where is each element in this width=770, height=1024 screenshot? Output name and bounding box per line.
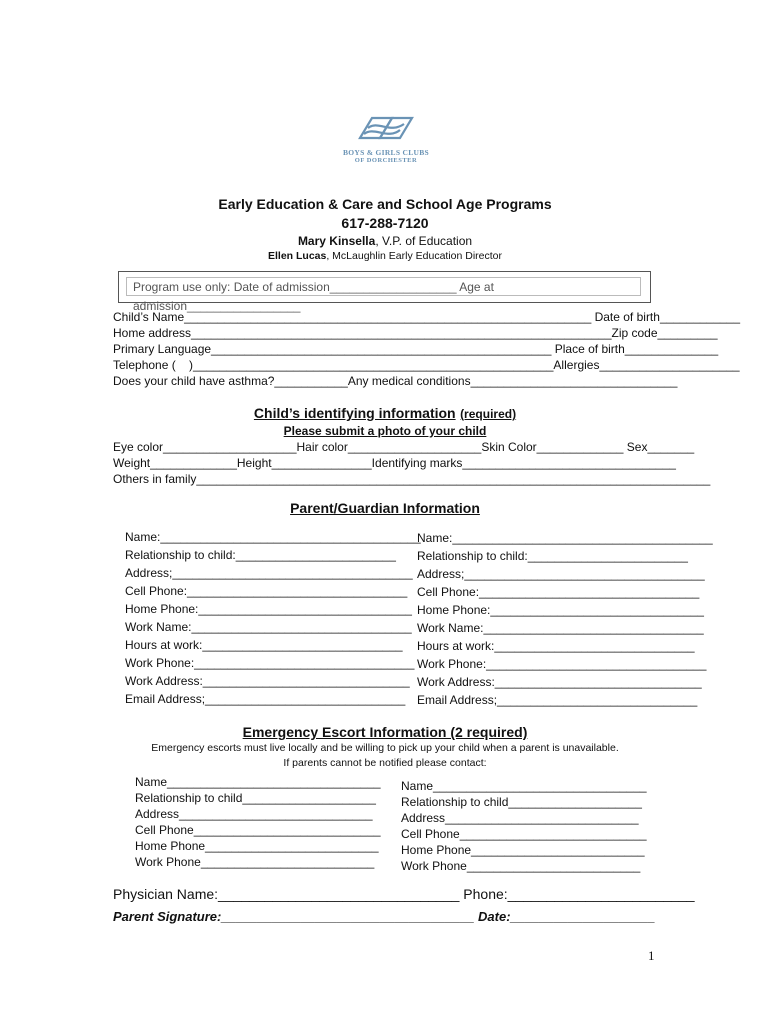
- weight-line[interactable]: Weight_____________Height_______________Identifying marks________________________________: [113, 456, 676, 470]
- parent2-work-name[interactable]: Work Name:_________________________________: [417, 621, 704, 635]
- parent2-work-phone[interactable]: Work Phone:_________________________________: [417, 657, 707, 671]
- telephone-line[interactable]: Telephone ( )______________________________________________________Allergies_____________________: [113, 358, 740, 372]
- contact-1-role: , V.P. of Education: [375, 234, 473, 248]
- contact-line-2: [0, 250, 770, 262]
- parent2-address[interactable]: Address;____________________________________: [417, 567, 705, 581]
- page-number: 1: [648, 948, 655, 963]
- parent2-relationship[interactable]: Relationship to child:________________________: [417, 549, 688, 563]
- identifying-title: Child’s identifying information: [253, 405, 456, 421]
- program-use-text: Program use only: Date of admission___________________ Age at admission_________________: [126, 277, 641, 296]
- escort2-work-phone[interactable]: Work Phone__________________________: [401, 859, 641, 873]
- logo-line-1: BOYS & GIRLS CLUBS: [342, 148, 430, 157]
- parent1-work-address[interactable]: Work Address:_______________________________: [125, 674, 410, 688]
- emergency-note-2: If parents cannot be notified please contact:: [283, 757, 487, 769]
- contact-2-role: , McLaughlin Early Education Director: [326, 250, 503, 262]
- asthma-line[interactable]: Does your child have asthma?___________Any medical conditions_______________________________: [113, 374, 678, 388]
- escort1-cell-phone[interactable]: Cell Phone____________________________: [135, 823, 381, 837]
- escort2-cell-phone[interactable]: Cell Phone____________________________: [401, 827, 647, 841]
- child-name-line[interactable]: Child’s Name_____________________________________________________________ Date of birth____________: [113, 310, 741, 324]
- contact-2-name: Ellen Lucas: [267, 250, 327, 262]
- parent2-home-phone[interactable]: Home Phone:________________________________: [417, 603, 704, 617]
- parent2-work-address[interactable]: Work Address:_______________________________: [417, 675, 702, 689]
- others-in-family-line[interactable]: Others in family_____________________________________________________________________________: [113, 472, 711, 486]
- parent1-work-name[interactable]: Work Name:_________________________________: [125, 620, 412, 634]
- program-phone: 617-288-7120: [341, 215, 429, 231]
- escort2-name[interactable]: Name________________________________: [401, 779, 647, 793]
- escort1-home-phone[interactable]: Home Phone__________________________: [135, 839, 379, 853]
- parent1-name[interactable]: Name:_______________________________________: [125, 530, 421, 544]
- escort1-work-phone[interactable]: Work Phone__________________________: [135, 855, 375, 869]
- physician-line[interactable]: Physician Name:_______________________________ Phone:________________________: [113, 886, 695, 902]
- escort2-relationship[interactable]: Relationship to child____________________: [401, 795, 642, 809]
- contact-line-1: [0, 234, 770, 248]
- page-title: Early Education & Care and School Age Programs: [218, 196, 552, 212]
- contact-1-name: Mary Kinsella: [297, 234, 376, 248]
- escort2-home-phone[interactable]: Home Phone__________________________: [401, 843, 645, 857]
- program-use-box: [118, 271, 651, 313]
- parent1-relationship[interactable]: Relationship to child:________________________: [125, 548, 396, 562]
- home-address-line[interactable]: Home address_______________________________________________________________Zip code_________: [113, 326, 718, 340]
- eye-color-line[interactable]: Eye color____________________Hair color____________________Skin Color_____________ Sex_______: [113, 440, 695, 454]
- parent2-name[interactable]: Name:_______________________________________: [417, 531, 713, 545]
- emergency-note-1: Emergency escorts must live locally and be willing to pick up your child when a parent is unavailable.: [151, 742, 619, 754]
- logo-line-2: OF DORCHESTER: [354, 157, 418, 164]
- parent2-hours-at-work[interactable]: Hours at work:______________________________: [417, 639, 695, 653]
- parent2-email-address[interactable]: Email Address;______________________________: [417, 693, 698, 707]
- boys-girls-clubs-logo: [330, 112, 442, 168]
- parent-signature-line[interactable]: Parent Signature:___________________________________ Date:____________________: [113, 909, 656, 924]
- emergency-heading: Emergency Escort Information (2 required): [242, 724, 528, 740]
- parent1-home-phone[interactable]: Home Phone:________________________________: [125, 602, 412, 616]
- escort2-address[interactable]: Address_____________________________: [401, 811, 639, 825]
- photo-note: Please submit a photo of your child: [283, 424, 487, 438]
- required-label: (required): [460, 407, 517, 421]
- parent1-hours-at-work[interactable]: Hours at work:______________________________: [125, 638, 403, 652]
- escort1-address[interactable]: Address_____________________________: [135, 807, 373, 821]
- parent-guardian-heading: Parent/Guardian Information: [290, 500, 480, 516]
- escort1-relationship[interactable]: Relationship to child____________________: [135, 791, 376, 805]
- primary-language-line[interactable]: Primary Language___________________________________________________ Place of birth______________: [113, 342, 719, 356]
- identifying-heading: [0, 405, 770, 423]
- parent1-work-phone[interactable]: Work Phone:_________________________________: [125, 656, 415, 670]
- parent1-cell-phone[interactable]: Cell Phone:_________________________________: [125, 584, 408, 598]
- escort1-name[interactable]: Name________________________________: [135, 775, 381, 789]
- parent1-email-address[interactable]: Email Address;______________________________: [125, 692, 406, 706]
- parent2-cell-phone[interactable]: Cell Phone:_________________________________: [417, 585, 700, 599]
- parent1-address[interactable]: Address;____________________________________: [125, 566, 413, 580]
